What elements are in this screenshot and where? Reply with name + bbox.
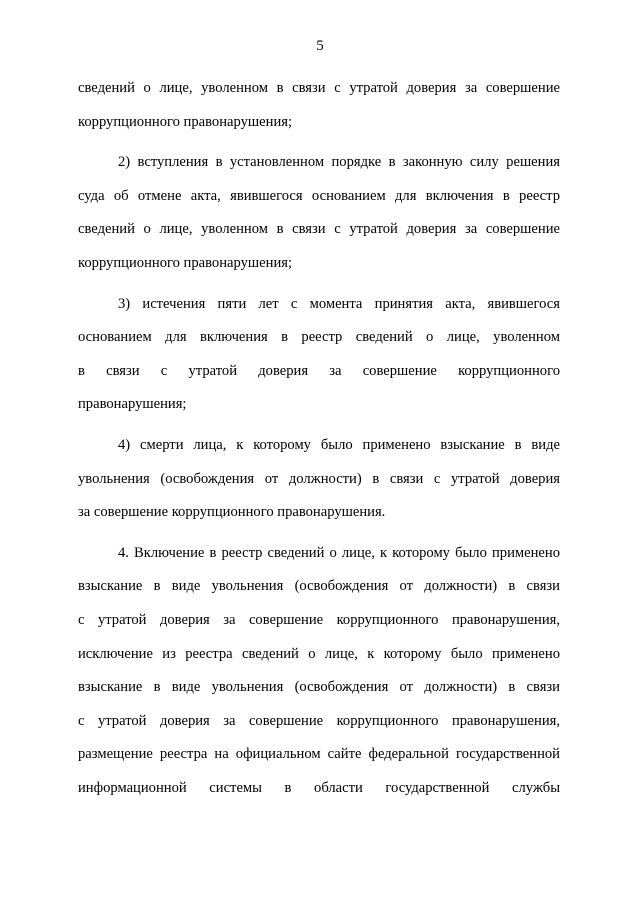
text-line: размещение реестра на официальном сайте федеральной государственной: [78, 746, 560, 763]
text-line: 4. Включение в реестр сведений о лице, к которому было применено: [118, 544, 560, 561]
paragraph-item-4: [78, 429, 560, 530]
text-line: за совершение коррупционного правонарушения.: [78, 504, 386, 521]
text-line: информационной системы в области государственной службы: [78, 779, 560, 796]
text-line: с утратой доверия за совершение коррупционного правонарушения,: [78, 712, 560, 729]
page-number: 5: [316, 38, 324, 54]
text-line: взыскание в виде увольнения (освобождения от должности) в связи: [78, 578, 560, 595]
text-line: исключение из реестра сведений о лице, к которому было применено: [78, 645, 560, 662]
paragraph-section-4: [78, 537, 560, 806]
text-line: увольнения (освобождения от должности) в связи с утратой доверия: [78, 470, 560, 487]
paragraph-item-3: [78, 288, 560, 422]
paragraph-continuation: [78, 72, 560, 139]
text-line: 3) истечения пяти лет с момента принятия акта, явившегося: [118, 295, 560, 312]
paragraph-item-2: [78, 146, 560, 280]
text-line: суда об отмене акта, явившегося основанием для включения в реестр: [78, 187, 560, 204]
text-line: коррупционного правонарушения;: [78, 113, 293, 130]
text-line: сведений о лице, уволенном в связи с утратой доверия за совершение: [78, 221, 560, 238]
text-line: взыскание в виде увольнения (освобождения от должности) в связи: [78, 679, 560, 696]
text-line: с утратой доверия за совершение коррупционного правонарушения,: [78, 611, 560, 628]
text-line: в связи с утратой доверия за совершение коррупционного: [78, 362, 560, 379]
text-line: основанием для включения в реестр сведений о лице, уволенном: [78, 329, 560, 346]
text-line: коррупционного правонарушения;: [78, 254, 293, 271]
text-line: 4) смерти лица, к которому было применено взыскание в виде: [118, 436, 560, 453]
text-line: правонарушения;: [78, 396, 187, 413]
text-line: 2) вступления в установленном порядке в законную силу решения: [118, 154, 560, 171]
document-body: [78, 72, 560, 812]
text-line: сведений о лице, уволенном в связи с утратой доверия за совершение: [78, 80, 560, 96]
